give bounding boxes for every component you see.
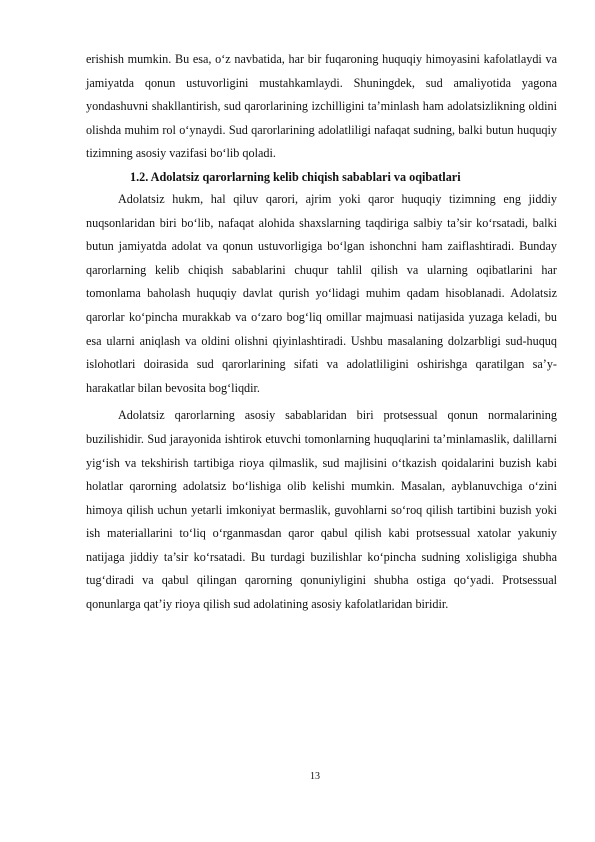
document-page: [86, 48, 557, 617]
section-heading: 1.2. Adolatsiz qarorlarning kelib chiqish sabablari va oqibatlari: [130, 169, 461, 184]
paragraph-procedural-violations: Adolatsiz qarorlarning asosiy sabablaridan biri protsessual qonun normalarining buzilishidir. Sud jarayonida ishtirok etuvchi tomonlarning huquqlarini ta’minlamaslik, dalillarni yig‘ish va tekshirish tartibiga rioya qilmaslik, sud majlisini o‘tkazish qoidalarini buzish kabi holatlar qarorning adolatsiz bo‘lishiga olib kelishi mumkin. Masalan, ayblanuvchiga o‘zini himoya qilish uchun yetarli imkoniyat bermaslik, guvohlarni so‘roq qilish tartibini buzish yoki ish materiallarini to‘liq o‘rganmasdan qaror qabul qilish kabi protsessual xatolar yakuniy natijaga jiddiy ta’sir ko‘rsatadi. Bu turdagi buzilishlar ko‘pincha sudning xolisligiga shubha tug‘diradi va qabul qilingan qarorning qonuniyligini shubha ostiga qo‘yadi. Protsessual qonunlarga qat’iy rioya qilish sud adolatining asosiy kafolatlaridan biridir.: [86, 408, 557, 612]
page-number: 13: [310, 771, 320, 782]
paragraph-unjust-decisions: Adolatsiz hukm, hal qiluv qarori, ajrim yoki qaror huquqiy tizimning eng jiddiy nuqsonlaridan biri bo‘lib, nafaqat alohida shaxslarning taqdiriga salbiy ta’sir ko‘rsatadi, balki butun jamiyatda adolat va qonun ustuvorligiga bo‘lgan ishonchni ham zaiflashtiradi. Bunday qarorlarning kelib chiqish sabablarini chuqur tahlil qilish va ularning oqibatlarini har tomonlama baholash huquqiy davlat qurish yo‘lidagi muhim qadam hisoblanadi. Adolatsiz qarorlar ko‘pincha murakkab va o‘zaro bog‘liq omillar majmuasi natijasida yuzaga keladi, bu esa ularni aniqlash va oldini olishni qiyinlashtiradi. Ushbu masalaning dolzarbligi sud-huquq islohotlari doirasida sud qarorlarining sifati va adolatliligini oshirishga qaratilgan sa’y-harakatlar bilan bevosita bog‘liqdir.: [86, 191, 557, 395]
paragraph-continuation: erishish mumkin. Bu esa, o‘z navbatida, har bir fuqaroning huquqiy himoyasini kafolatlaydi va jamiyatda qonun ustuvorligini mustahkamlaydi. Shuningdek, sud amaliyotida yagona yondashuvni shakllantirish, sud qarorlarining izchilligini ta’minlash ham adolatsizlikning oldini olishda muhim rol o‘ynaydi. Sud qarorlarining adolatliligi nafaqat sudning, balki butun huquqiy tizimning asosiy vazifasi bo‘lib qoladi.: [86, 52, 557, 161]
